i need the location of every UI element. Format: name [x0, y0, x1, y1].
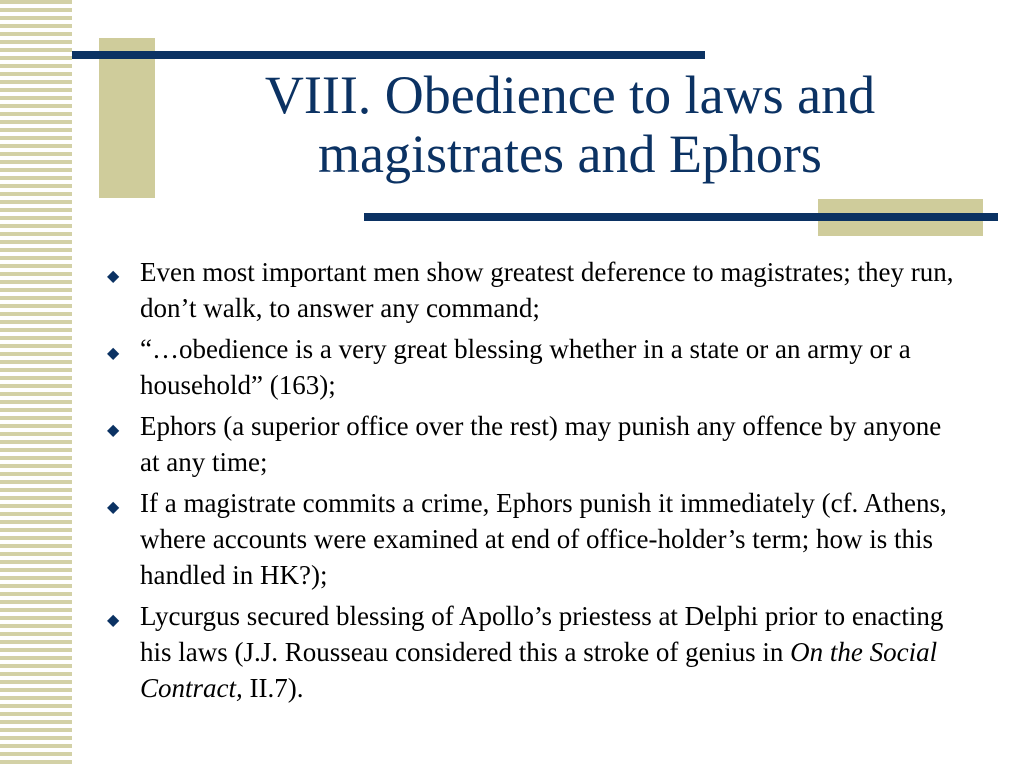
book-title: On the Social Contract, — [140, 637, 938, 703]
bullet-item — [106, 598, 966, 706]
diamond-bullet-icon: ◆ — [107, 268, 120, 285]
decorative-block-left — [99, 38, 155, 198]
title-rule-top — [72, 51, 705, 59]
slide-title — [190, 66, 950, 184]
bullet-list — [106, 254, 966, 711]
diamond-bullet-icon: ◆ — [107, 422, 120, 439]
bullet-text: If a magistrate commits a crime, Ephors punish it immediately (cf. Athens, where accounts were examined at end of office-holder’s term; how is this handled in HK?); — [140, 488, 947, 590]
bullet-text — [140, 601, 943, 703]
bullet-item — [106, 254, 966, 326]
diamond-bullet-icon: ◆ — [107, 612, 120, 629]
diamond-bullet-icon: ◆ — [107, 499, 120, 516]
bullet-item — [106, 485, 966, 593]
diamond-bullet-icon: ◆ — [107, 345, 120, 362]
bullet-text-start: Lycurgus secured blessing of Apollo’s priestess at Delphi prior to enacting his laws (J.J. Rousseau considered this a stroke of genius in — [140, 601, 944, 667]
bullet-text-end: II.7). — [242, 673, 304, 703]
title-line-2: magistrates and Ephors — [318, 124, 822, 184]
title-line-1: VIII. Obedience to laws and — [264, 65, 876, 125]
striped-sidebar — [0, 0, 72, 768]
bullet-item — [106, 408, 966, 480]
bullet-text: Ephors (a superior office over the rest) may punish any offence by anyone at any time; — [140, 411, 942, 477]
bullet-text: Even most important men show greatest deference to magistrates; they run, don’t walk, to answer any command; — [140, 257, 954, 323]
bullet-text: “…obedience is a very great blessing whether in a state or an army or a household” (163); — [140, 334, 911, 400]
title-rule-bottom — [364, 213, 998, 221]
bullet-item — [106, 331, 966, 403]
